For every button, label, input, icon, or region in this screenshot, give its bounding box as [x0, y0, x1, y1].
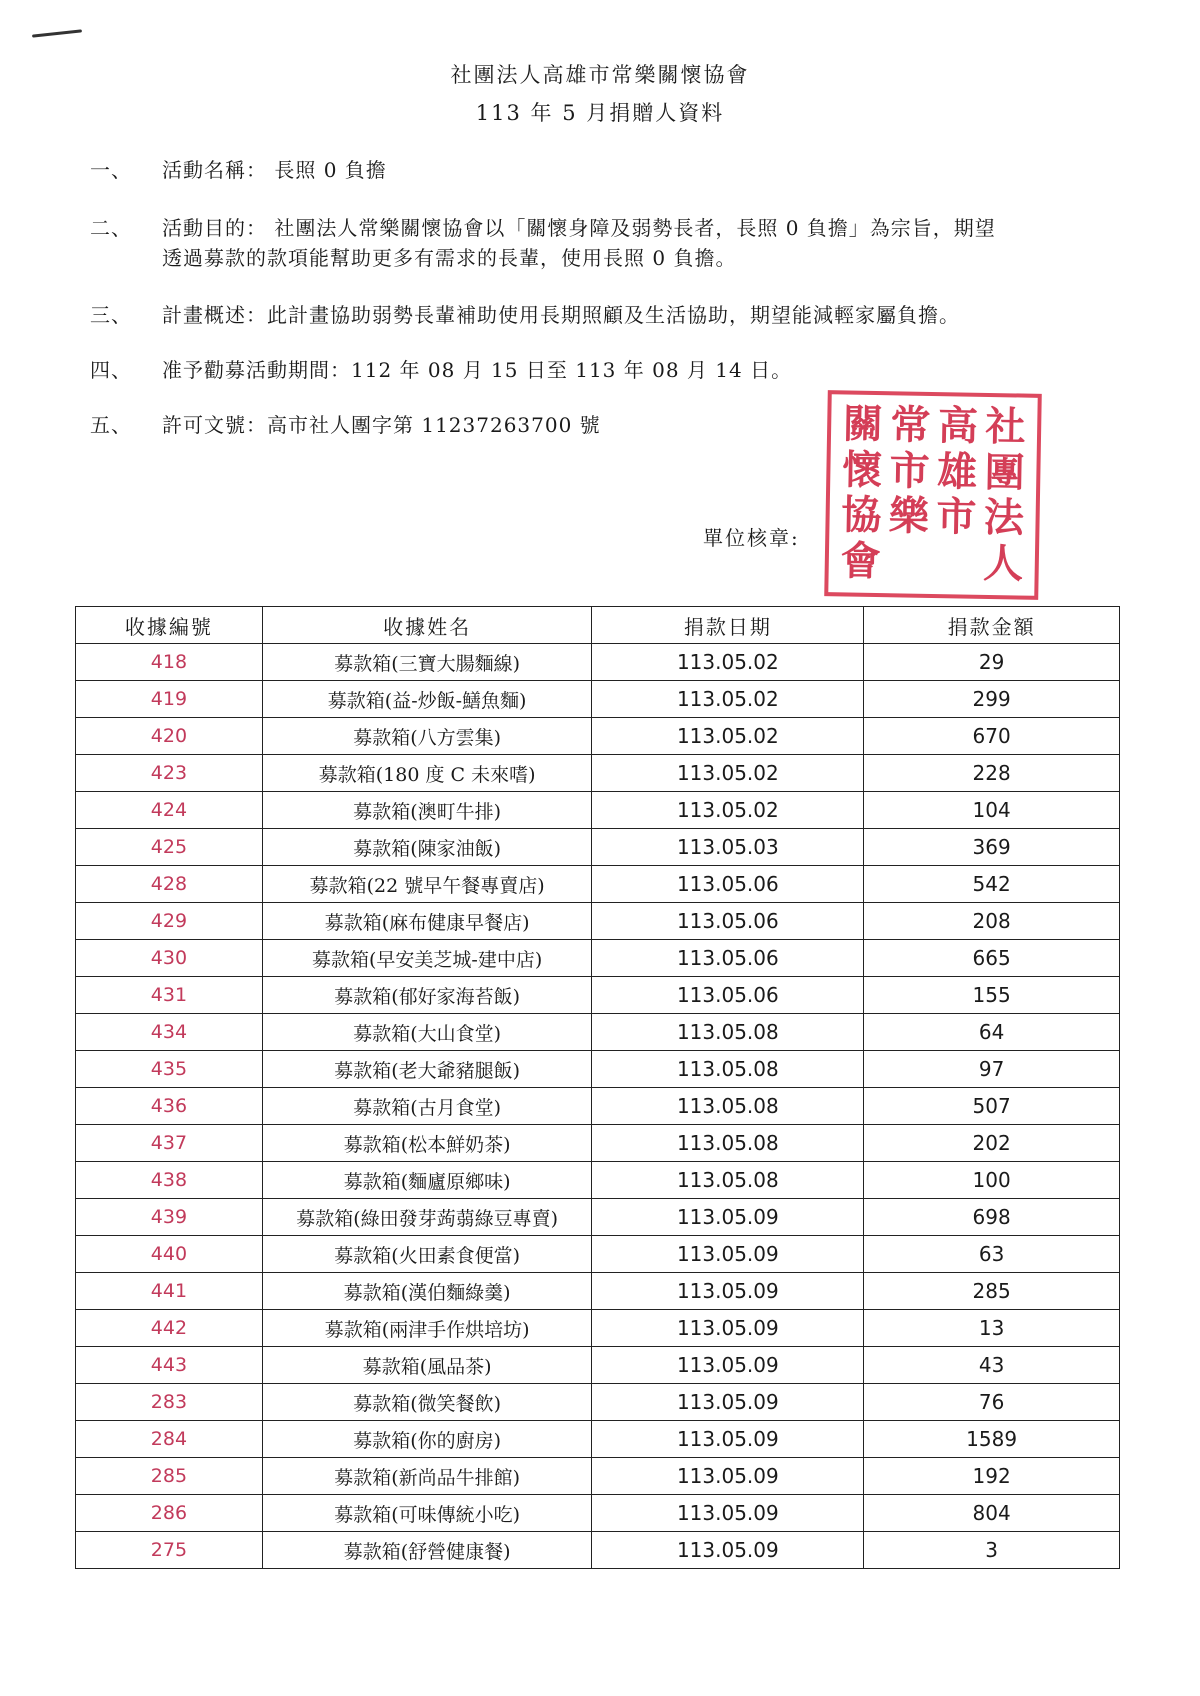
receipt-number-cell: 440	[76, 1236, 263, 1273]
table-row	[76, 1051, 1120, 1088]
receipt-name-cell: 募款箱(郁好家海苔飯)	[262, 977, 592, 1014]
receipt-name-cell: 募款箱(松本鮮奶茶)	[262, 1125, 592, 1162]
donation-date-cell: 113.05.02	[592, 681, 864, 718]
seal-character: 市	[935, 493, 977, 541]
table-row	[76, 1236, 1120, 1273]
receipt-number-cell: 286	[76, 1495, 263, 1532]
donation-date-cell: 113.05.08	[592, 1125, 864, 1162]
donation-date-cell: 113.05.09	[592, 1273, 864, 1310]
table-row	[76, 829, 1120, 866]
donation-date-cell: 113.05.08	[592, 1051, 864, 1088]
pen-mark	[32, 29, 82, 37]
header-receipt-name: 收據姓名	[262, 607, 592, 644]
seal-character: 團	[984, 448, 1026, 497]
table-row	[76, 755, 1120, 792]
seal-character	[931, 540, 979, 586]
donation-date-cell: 113.05.09	[592, 1347, 864, 1384]
receipt-number-cell: 434	[76, 1014, 263, 1051]
receipt-number-cell: 283	[76, 1384, 263, 1421]
donation-amount-cell: 698	[864, 1199, 1120, 1236]
receipt-number-cell: 285	[76, 1458, 263, 1495]
receipt-number-cell: 419	[76, 681, 263, 718]
item-number: 四、	[90, 358, 132, 382]
receipt-name-cell: 募款箱(古月食堂)	[262, 1088, 592, 1125]
donation-amount-cell: 285	[864, 1273, 1120, 1310]
receipt-name-cell: 募款箱(三寶大腸麵線)	[262, 644, 592, 681]
document-title: 113 年 5 月捐贈人資料	[475, 101, 725, 125]
donation-amount-cell: 13	[864, 1310, 1120, 1347]
receipt-name-cell: 募款箱(麻布健康早餐店)	[262, 903, 592, 940]
donation-amount-cell: 155	[864, 977, 1120, 1014]
receipt-name-cell: 募款箱(綠田發芽蒟蒻綠豆專賣)	[262, 1199, 592, 1236]
donation-amount-cell: 202	[864, 1125, 1120, 1162]
donation-date-cell: 113.05.06	[592, 903, 864, 940]
donation-date-cell: 113.05.09	[592, 1458, 864, 1495]
receipt-name-cell: 募款箱(風品茶)	[262, 1347, 592, 1384]
receipt-number-cell: 424	[76, 792, 263, 829]
table-row	[76, 1384, 1120, 1421]
seal-character: 法	[983, 493, 1025, 542]
receipt-number-cell: 429	[76, 903, 263, 940]
item-number: 三、	[90, 303, 132, 327]
table-row	[76, 1421, 1120, 1458]
receipt-name-cell: 募款箱(火田素食便當)	[262, 1236, 592, 1273]
donation-amount-cell: 76	[864, 1384, 1120, 1421]
header-donation-date: 捐款日期	[592, 607, 864, 644]
donor-table	[75, 606, 1120, 1569]
donation-date-cell: 113.05.06	[592, 866, 864, 903]
organization-seal-stamp	[824, 390, 1042, 600]
receipt-name-cell: 募款箱(澳町牛排)	[262, 792, 592, 829]
table-row	[76, 1199, 1120, 1236]
item-text: 許可文號：高市社人團字第 11237263700 號	[162, 413, 601, 437]
table-row	[76, 1088, 1120, 1125]
item-text: 活動目的： 社團法人常樂關懷協會以「關懷身障及弱勢長者，長照 0 負擔」為宗旨，期望	[162, 216, 996, 240]
donation-date-cell: 113.05.02	[592, 755, 864, 792]
receipt-number-cell: 425	[76, 829, 263, 866]
seal-character: 市	[889, 446, 931, 495]
seal-character: 協	[840, 491, 882, 540]
table-row	[76, 903, 1120, 940]
donation-amount-cell: 670	[864, 718, 1120, 755]
table-row	[76, 1014, 1120, 1051]
receipt-number-cell: 431	[76, 977, 263, 1014]
receipt-number-cell: 438	[76, 1162, 263, 1199]
item-number: 一、	[90, 158, 132, 182]
donation-amount-cell: 542	[864, 866, 1120, 903]
table-row	[76, 718, 1120, 755]
donation-date-cell: 113.05.02	[592, 718, 864, 755]
header-donation-amount: 捐款金額	[864, 607, 1120, 644]
donation-date-cell: 113.05.09	[592, 1532, 864, 1569]
donation-amount-cell: 1589	[864, 1421, 1120, 1458]
receipt-number-cell: 443	[76, 1347, 263, 1384]
item-fundraising-period	[90, 355, 793, 385]
donation-date-cell: 113.05.02	[592, 644, 864, 681]
receipt-name-cell: 募款箱(180 度 C 未來嗜)	[262, 755, 592, 792]
table-row	[76, 792, 1120, 829]
receipt-number-cell: 284	[76, 1421, 263, 1458]
donation-amount-cell: 804	[864, 1495, 1120, 1532]
item-text: 計畫概述：此計畫協助弱勢長輩補助使用長期照顧及生活協助，期望能減輕家屬負擔。	[162, 303, 960, 327]
donation-amount-cell: 192	[864, 1458, 1120, 1495]
receipt-name-cell: 募款箱(微笑餐飲)	[262, 1384, 592, 1421]
donation-amount-cell: 43	[864, 1347, 1120, 1384]
donation-date-cell: 113.05.08	[592, 1014, 864, 1051]
seal-character: 懷	[841, 445, 883, 494]
seal-label: 單位核章:	[703, 526, 800, 550]
receipt-name-cell: 募款箱(麵廬原鄉味)	[262, 1162, 592, 1199]
receipt-name-cell: 募款箱(大山食堂)	[262, 1014, 592, 1051]
donation-amount-cell: 3	[864, 1532, 1120, 1569]
seal-character: 社	[985, 402, 1026, 451]
table-row	[76, 1458, 1120, 1495]
receipt-number-cell: 442	[76, 1310, 263, 1347]
donation-amount-cell: 63	[864, 1236, 1120, 1273]
document-header	[0, 60, 1200, 128]
table-row	[76, 1347, 1120, 1384]
receipt-number-cell: 441	[76, 1273, 263, 1310]
donation-amount-cell: 208	[864, 903, 1120, 940]
receipt-number-cell: 423	[76, 755, 263, 792]
seal-character: 高	[937, 402, 979, 450]
receipt-name-cell: 募款箱(陳家油飯)	[262, 829, 592, 866]
donation-amount-cell: 29	[864, 644, 1120, 681]
donation-amount-cell: 104	[864, 792, 1120, 829]
receipt-name-cell: 募款箱(早安美芝城-建中店)	[262, 940, 592, 977]
receipt-name-cell: 募款箱(老大爺豬腿飯)	[262, 1051, 592, 1088]
seal-character: 人	[982, 539, 1024, 588]
receipt-number-cell: 275	[76, 1532, 263, 1569]
donation-amount-cell: 369	[864, 829, 1120, 866]
item-text-continued: 透過募款的款項能幫助更多有需求的長輩，使用長照 0 負擔。	[162, 246, 737, 270]
receipt-number-cell: 428	[76, 866, 263, 903]
receipt-name-cell: 募款箱(22 號早午餐專賣店)	[262, 866, 592, 903]
receipt-number-cell: 420	[76, 718, 263, 755]
receipt-name-cell: 募款箱(漢伯麵綠羹)	[262, 1273, 592, 1310]
receipt-name-cell: 募款箱(舒營健康餐)	[262, 1532, 592, 1569]
donation-date-cell: 113.05.08	[592, 1088, 864, 1125]
seal-character: 常	[890, 401, 931, 449]
table-row	[76, 1162, 1120, 1199]
receipt-name-cell: 募款箱(可味傳統小吃)	[262, 1495, 592, 1532]
table-header-row	[76, 607, 1120, 644]
table-row	[76, 1495, 1120, 1532]
donation-date-cell: 113.05.06	[592, 940, 864, 977]
table-row	[76, 1273, 1120, 1310]
item-text: 活動名稱： 長照 0 負擔	[162, 158, 387, 182]
donation-date-cell: 113.05.09	[592, 1384, 864, 1421]
receipt-number-cell: 418	[76, 644, 263, 681]
organization-name: 社團法人高雄市常樂關懷協會	[450, 63, 750, 87]
table-row	[76, 1532, 1120, 1569]
receipt-name-cell: 募款箱(益-炒飯-鱔魚麵)	[262, 681, 592, 718]
receipt-number-cell: 436	[76, 1088, 263, 1125]
donation-date-cell: 113.05.08	[592, 1162, 864, 1199]
donation-amount-cell: 299	[864, 681, 1120, 718]
donation-date-cell: 113.05.02	[592, 792, 864, 829]
table-row	[76, 1125, 1120, 1162]
receipt-number-cell: 437	[76, 1125, 263, 1162]
receipt-name-cell: 募款箱(新尚品牛排館)	[262, 1458, 592, 1495]
donation-date-cell: 113.05.09	[592, 1236, 864, 1273]
seal-character: 關	[842, 400, 884, 449]
table-row	[76, 644, 1120, 681]
receipt-number-cell: 439	[76, 1199, 263, 1236]
table-row	[76, 977, 1120, 1014]
table-row	[76, 1310, 1120, 1347]
receipt-number-cell: 430	[76, 940, 263, 977]
item-activity-purpose	[90, 213, 996, 270]
donation-amount-cell: 665	[864, 940, 1120, 977]
table-row	[76, 866, 1120, 903]
donation-date-cell: 113.05.09	[592, 1421, 864, 1458]
donation-date-cell: 113.05.09	[592, 1310, 864, 1347]
seal-character	[884, 540, 932, 586]
donation-amount-cell: 228	[864, 755, 1120, 792]
item-number: 五、	[90, 413, 132, 437]
receipt-name-cell: 募款箱(八方雲集)	[262, 718, 592, 755]
donation-amount-cell: 100	[864, 1162, 1120, 1199]
item-text: 准予勸募活動期間：112 年 08 月 15 日至 113 年 08 月 14 日。	[162, 358, 793, 382]
header-receipt-number: 收據編號	[76, 607, 263, 644]
donation-amount-cell: 97	[864, 1051, 1120, 1088]
donation-date-cell: 113.05.03	[592, 829, 864, 866]
receipt-name-cell: 募款箱(你的廚房)	[262, 1421, 592, 1458]
seal-character: 樂	[888, 492, 930, 540]
donation-amount-cell: 507	[864, 1088, 1120, 1125]
table-row	[76, 681, 1120, 718]
donation-date-cell: 113.05.06	[592, 977, 864, 1014]
item-activity-name	[90, 155, 387, 185]
donation-date-cell: 113.05.09	[592, 1495, 864, 1532]
table-row	[76, 940, 1120, 977]
donation-date-cell: 113.05.09	[592, 1199, 864, 1236]
item-plan-overview	[90, 300, 960, 330]
receipt-name-cell: 募款箱(兩津手作烘培坊)	[262, 1310, 592, 1347]
item-permit-number	[90, 410, 601, 440]
seal-character: 雄	[936, 447, 978, 496]
receipt-number-cell: 435	[76, 1051, 263, 1088]
seal-character: 會	[840, 536, 881, 585]
item-number: 二、	[90, 216, 132, 240]
donation-amount-cell: 64	[864, 1014, 1120, 1051]
